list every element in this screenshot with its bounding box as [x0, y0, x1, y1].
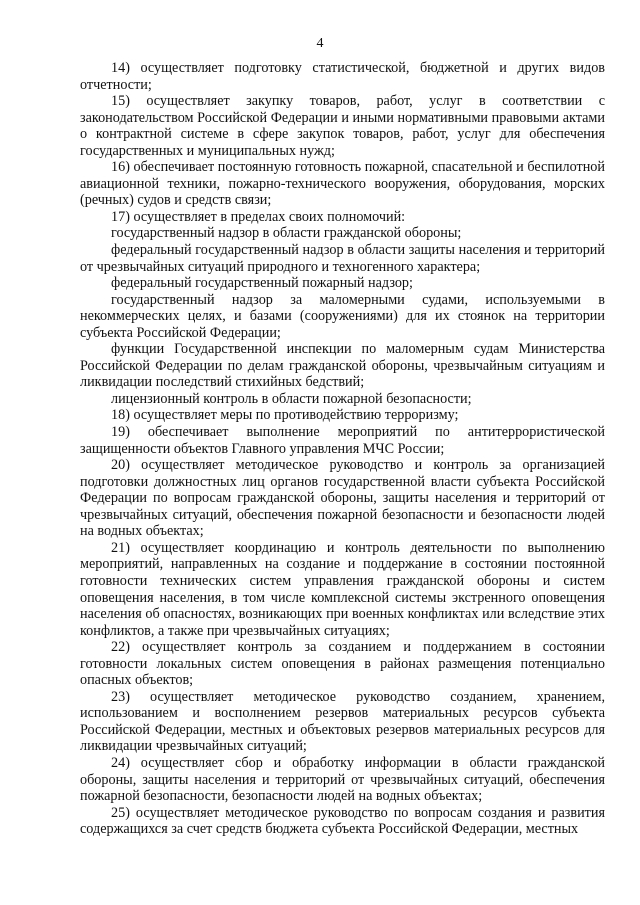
paragraph-17-state-inspection: функции Государственной инспекции по маломерным судам Министерства Российской Федерации по делам гражданской обороны, чрезвычайным ситуациям и ликвидации последствий стихийных бедствий;: [80, 341, 605, 391]
paragraph-16: 16) обеспечивает постоянную готовность пожарной, спасательной и беспилотной авиационной техники, пожарно-технического вооружения, оборудования, морских (речных) судов и средств связи;: [80, 159, 605, 209]
paragraph-23: 23) осуществляет методическое руководство созданием, хранением, использованием и восполнением резервов материальных ресурсов субъекта Российской Федерации, местных и объектовых резервов материальных ресурсов для ликвидации чрезвычайных ситуаций;: [80, 688, 605, 755]
paragraph-19: 19) обеспечивает выполнение мероприятий по антитеррористической защищенности объектов Главного управления МЧС России;: [80, 424, 605, 457]
paragraph-20: 20) осуществляет методическое руководство и контроль за организацией подготовки должностных лиц органов государственной власти субъекта Российской Федерации по вопросам гражданской обороны, защиты населения и территорий от чрезвычайных ситуаций, обеспечения пожарной безопасности и безопасности людей на водных объектах;: [80, 457, 605, 540]
paragraph-17: 17) осуществляет в пределах своих полномочий:: [111, 208, 406, 225]
paragraph-14: 14) осуществляет подготовку статистической, бюджетной и других видов отчетности;: [80, 60, 605, 93]
paragraph-17-licensing-control: лицензионный контроль в области пожарной безопасности;: [111, 390, 472, 407]
paragraph-25: 25) осуществляет методическое руководство по вопросам создания и развития содержащихся за счет средств бюджета субъекта Российской Федерации, местных: [80, 804, 605, 838]
paragraph-17-small-vessels-supervision: государственный надзор за маломерными судами, используемыми в некоммерческих целях, и базами (сооружениями) для их стоянок на территории субъекта Российской Федерации;: [80, 291, 605, 341]
page-number: 4: [316, 36, 324, 51]
paragraph-17-civil-defense-supervision: государственный надзор в области гражданской обороны;: [111, 225, 462, 242]
paragraph-15: 15) осуществляет закупку товаров, работ, услуг в соответствии с законодательством Российской Федерации и иными нормативными правовыми актами о контрактной системе в сфере закупок товаров, работ, услуг для обеспечения государственных и муниципальных нужд;: [80, 93, 605, 159]
paragraph-22: 22) осуществляет контроль за созданием и поддержанием в состоянии готовности локальных систем оповещения в районах размещения потенциально опасных объектов;: [80, 639, 605, 689]
paragraph-18: 18) осуществляет меры по противодействию терроризму;: [111, 407, 459, 424]
paragraph-17-emergency-supervision: федеральный государственный надзор в области защиты населения и территорий от чрезвычайных ситуаций природного и техногенного характера;: [80, 242, 605, 275]
paragraph-24: 24) осуществляет сбор и обработку информации в области гражданской обороны, защиты населения и территорий от чрезвычайных ситуаций, обеспечения пожарной безопасности, безопасности людей на водных объектах;: [80, 754, 605, 805]
paragraph-17-fire-supervision: федеральный государственный пожарный надзор;: [111, 275, 413, 292]
document-body: [80, 60, 605, 838]
paragraph-21: 21) осуществляет координацию и контроль деятельности по выполнению мероприятий, направленных на создание и поддержание в состоянии постоянной готовности технических систем управления гражданской обороны и систем оповещения населения, в том числе комплексной системы экстренного оповещения населения об опасностях, возникающих при военных конфликтах или вследствие этих конфликтов, а также при чрезвычайных ситуациях;: [80, 539, 605, 639]
